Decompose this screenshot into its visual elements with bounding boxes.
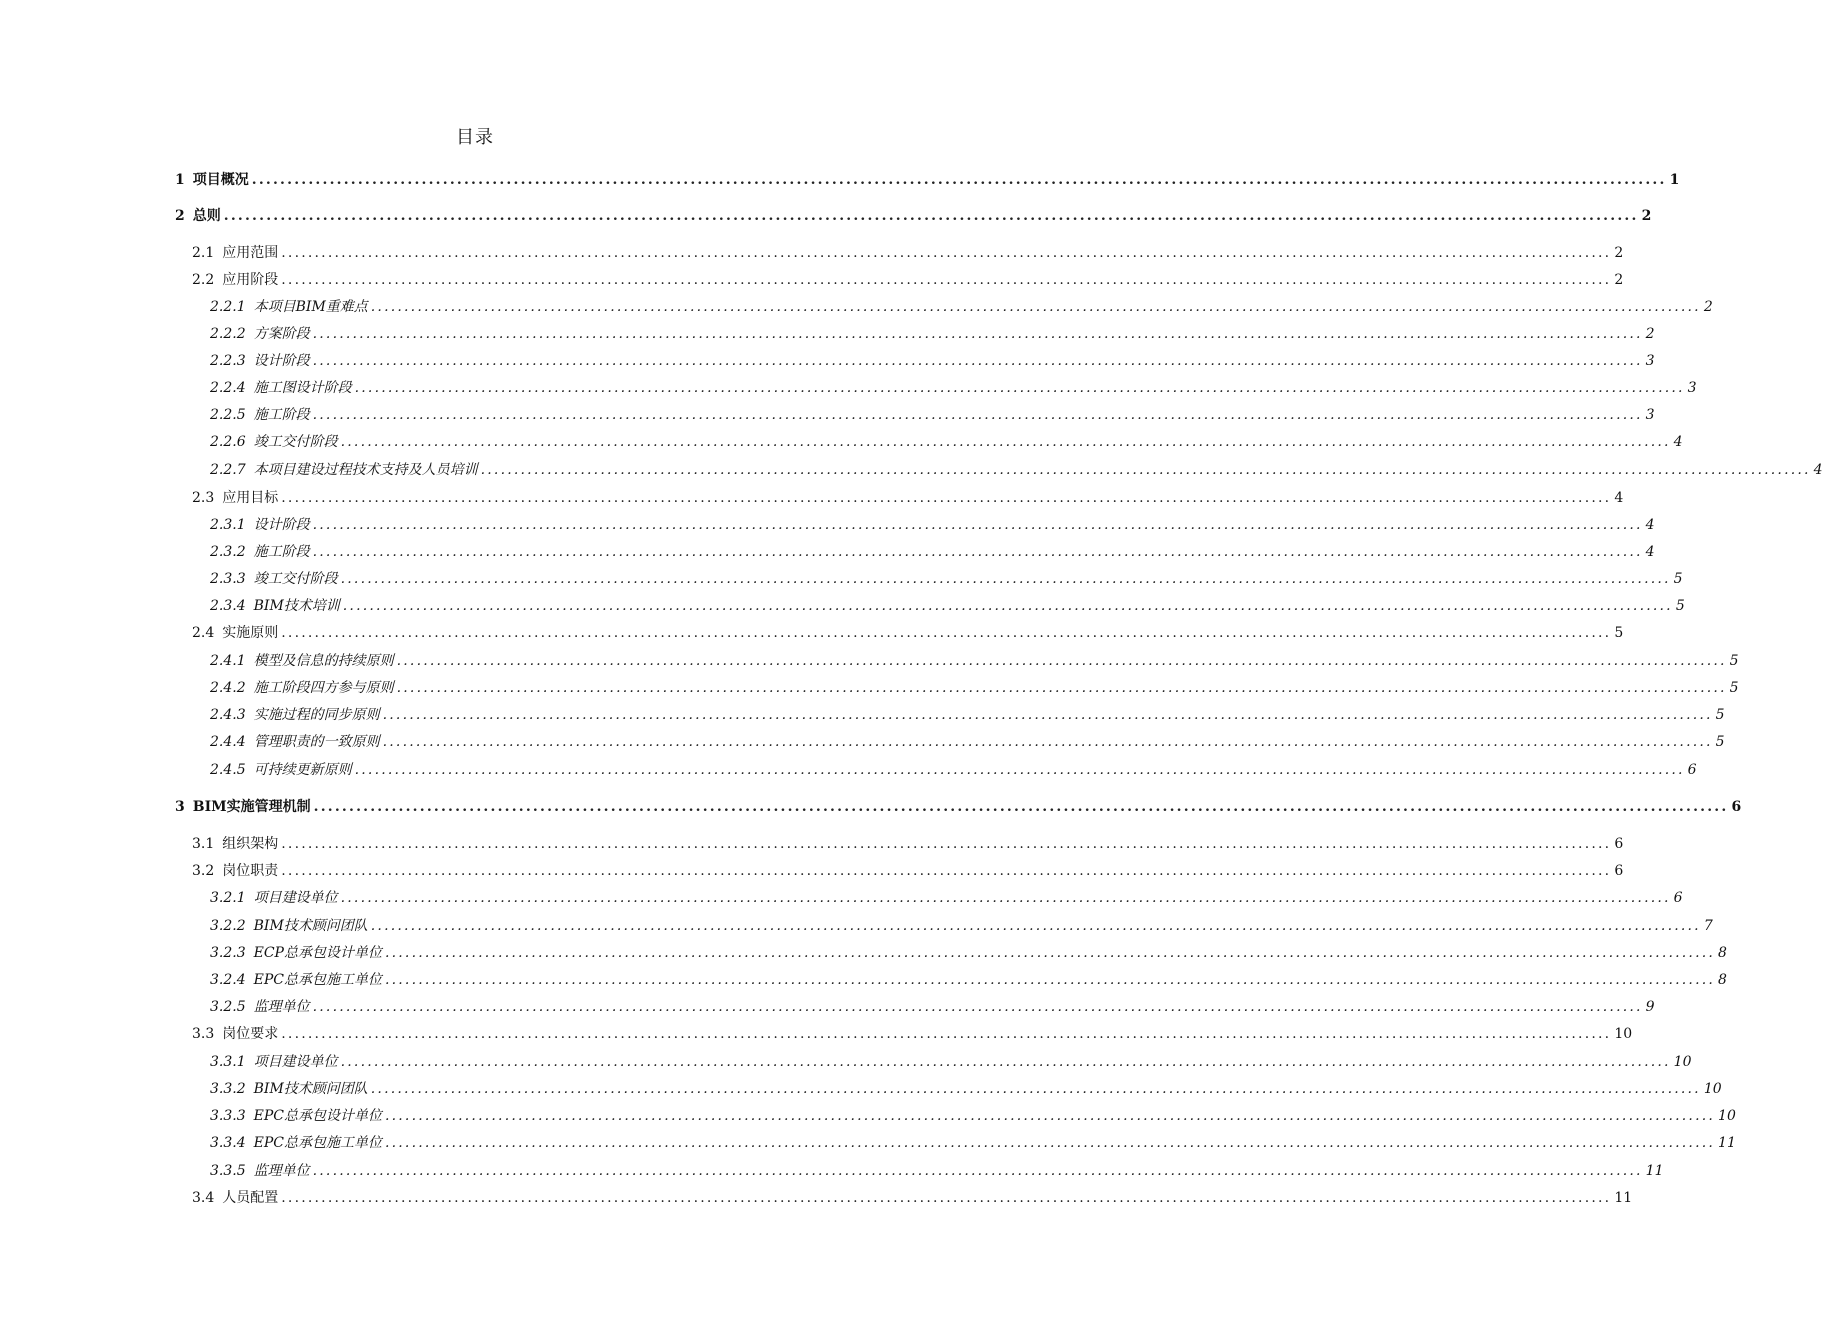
toc-entry-page: 4 <box>1673 434 1683 450</box>
toc-dot-leader: ........................................................................................................................................................................................................ <box>312 517 1643 533</box>
toc-entry-2-3-4[interactable] <box>210 596 1685 616</box>
toc-entry-2-4-2[interactable] <box>210 678 1739 698</box>
toc-entry-title: 项目建设单位 <box>253 890 338 906</box>
toc-entry-title: 竣工交付阶段 <box>253 434 338 450</box>
toc-entry-number: 3.3 <box>192 1026 215 1042</box>
toc-entry-3-2-2[interactable] <box>210 916 1713 936</box>
toc-dot-leader: ........................................................................................................................................................................................................ <box>370 918 1701 934</box>
toc-entry-number: 3.3.2 <box>210 1081 246 1097</box>
toc-entry-title: 监理单位 <box>253 999 310 1015</box>
toc-entry-3-4[interactable] <box>192 1188 1633 1208</box>
toc-entry-page: 6 <box>1673 890 1683 906</box>
toc-entry-page: 5 <box>1614 625 1624 641</box>
toc-entry-title: BIM技术培训 <box>253 598 340 614</box>
toc-entry-number: 2.2.4 <box>210 380 246 396</box>
toc-entry-number: 3.1 <box>192 836 215 852</box>
toc-entry-number: 3 <box>175 799 185 815</box>
toc-dot-leader: ........................................................................................................................................................................................................ <box>396 653 1727 669</box>
toc-entry-number: 2.4 <box>192 625 215 641</box>
toc-dot-leader: ........................................................................................................................................................................................................ <box>340 434 1671 450</box>
toc-entry-2-2-1[interactable] <box>210 297 1713 317</box>
toc-entry-3-3[interactable] <box>192 1024 1633 1044</box>
toc-entry-page: 3 <box>1687 380 1697 396</box>
toc-entry-number: 2.2.6 <box>210 434 246 450</box>
toc-entry-3-2-5[interactable] <box>210 997 1655 1017</box>
toc-entry-title: EPC总承包设计单位 <box>253 1108 382 1124</box>
toc-dot-leader: ........................................................................................................................................................................................................ <box>340 890 1671 906</box>
toc-entry-number: 2.3.2 <box>210 544 246 560</box>
toc-dot-leader: ........................................................................................................................................................................................................ <box>384 1135 1716 1151</box>
toc-entry-title: 岗位职责 <box>222 863 279 879</box>
toc-entry-number: 2.1 <box>192 245 215 261</box>
toc-dot-leader: ........................................................................................................................................................................................................ <box>384 945 1716 961</box>
toc-entry-3-2-1[interactable] <box>210 888 1683 908</box>
toc-entry-number: 2.4.5 <box>210 762 246 778</box>
toc-entry-number: 3.2 <box>192 863 215 879</box>
toc-entry-number: 3.2.3 <box>210 945 246 961</box>
toc-entry-number: 2.4.2 <box>210 680 246 696</box>
toc-entry-3[interactable] <box>175 797 1742 817</box>
toc-entry-3-3-5[interactable] <box>210 1161 1664 1181</box>
toc-dot-leader: ........................................................................................................................................................................................................ <box>384 972 1716 988</box>
toc-entry-title: 设计阶段 <box>253 517 310 533</box>
toc-dot-leader: ........................................................................................................................................................................................................ <box>312 544 1643 560</box>
toc-dot-leader: ........................................................................................................................................................................................................ <box>312 353 1643 369</box>
toc-entry-2-1[interactable] <box>192 243 1624 263</box>
toc-title: 目录 <box>456 127 494 148</box>
toc-entry-title: 模型及信息的持续原则 <box>253 653 394 669</box>
toc-dot-leader: ........................................................................................................................................................................................................ <box>312 1163 1643 1179</box>
toc-entry-page: 5 <box>1675 598 1685 614</box>
toc-dot-leader: ........................................................................................................................................................................................................ <box>340 1054 1671 1070</box>
toc-entry-number: 1 <box>175 172 185 188</box>
toc-entry-page: 1 <box>1669 172 1680 188</box>
toc-entry-title: ECP总承包设计单位 <box>253 945 382 961</box>
toc-entry-title: 竣工交付阶段 <box>253 571 338 587</box>
toc-entry-number: 2.4.1 <box>210 653 246 669</box>
toc-entry-page: 4 <box>1645 544 1655 560</box>
toc-entry-2-3[interactable] <box>192 488 1624 508</box>
toc-entry-1[interactable] <box>175 170 1680 190</box>
toc-entry-title: EPC总承包施工单位 <box>253 1135 382 1151</box>
toc-entry-number: 2.3 <box>192 490 215 506</box>
toc-entry-page: 2 <box>1645 326 1655 342</box>
toc-dot-leader: ........................................................................................................................................................................................................ <box>223 208 1639 224</box>
toc-entry-title: 施工图设计阶段 <box>253 380 352 396</box>
toc-entry-number: 2.4.3 <box>210 707 246 723</box>
toc-entry-page: 5 <box>1715 734 1725 750</box>
toc-entry-2-3-1[interactable] <box>210 515 1655 535</box>
toc-entry-3-3-3[interactable] <box>210 1106 1736 1126</box>
toc-dot-leader: ........................................................................................................................................................................................................ <box>281 1190 1612 1206</box>
toc-entry-title: 本项目建设过程技术支持及人员培训 <box>253 462 478 478</box>
toc-entry-title: 可持续更新原则 <box>253 762 352 778</box>
toc-dot-leader: ........................................................................................................................................................................................................ <box>313 799 1729 815</box>
toc-entry-page: 11 <box>1718 1135 1736 1151</box>
toc-entry-title: 人员配置 <box>222 1190 279 1206</box>
toc-dot-leader: ........................................................................................................................................................................................................ <box>281 245 1612 261</box>
toc-entry-page: 11 <box>1614 1190 1633 1206</box>
toc-entry-number: 3.2.5 <box>210 999 246 1015</box>
toc-entry-page: 10 <box>1718 1108 1736 1124</box>
toc-entry-3-2[interactable] <box>192 861 1624 881</box>
toc-entry-page: 5 <box>1673 571 1683 587</box>
toc-entry-number: 3.3.1 <box>210 1054 246 1070</box>
toc-dot-leader: ........................................................................................................................................................................................................ <box>480 462 1811 478</box>
toc-dot-leader: ........................................................................................................................................................................................................ <box>396 680 1727 696</box>
toc-entry-3-2-4[interactable] <box>210 970 1727 990</box>
toc-entry-title: 应用阶段 <box>222 272 279 288</box>
toc-entry-3-3-1[interactable] <box>210 1052 1692 1072</box>
toc-entry-page: 2 <box>1614 245 1624 261</box>
toc-entry-page: 7 <box>1703 918 1713 934</box>
toc-entry-2-2-5[interactable] <box>210 405 1655 425</box>
toc-entry-2-2-2[interactable] <box>210 324 1655 344</box>
toc-entry-title: BIM技术顾问团队 <box>253 1081 368 1097</box>
toc-entry-number: 2.3.4 <box>210 598 246 614</box>
toc-dot-leader: ........................................................................................................................................................................................................ <box>354 762 1685 778</box>
toc-dot-leader: ........................................................................................................................................................................................................ <box>312 999 1643 1015</box>
toc-entry-page: 6 <box>1614 863 1624 879</box>
toc-entry-title: 项目概况 <box>192 172 249 188</box>
toc-entry-2-4-5[interactable] <box>210 760 1697 780</box>
toc-entry-title: 管理职责的一致原则 <box>253 734 380 750</box>
toc-dot-leader: ........................................................................................................................................................................................................ <box>342 598 1673 614</box>
toc-entry-title: 组织架构 <box>222 836 279 852</box>
toc-entry-title: 设计阶段 <box>253 353 310 369</box>
toc-entry-title: EPC总承包施工单位 <box>253 972 382 988</box>
toc-entry-number: 2.4.4 <box>210 734 246 750</box>
toc-dot-leader: ........................................................................................................................................................................................................ <box>312 326 1643 342</box>
toc-dot-leader: ........................................................................................................................................................................................................ <box>281 490 1612 506</box>
toc-entry-number: 2.3.1 <box>210 517 246 533</box>
toc-entry-2[interactable] <box>175 206 1652 226</box>
toc-entry-title: 本项目BIM重难点 <box>253 299 368 315</box>
toc-entry-page: 8 <box>1718 972 1727 988</box>
toc-entry-title: 项目建设单位 <box>253 1054 338 1070</box>
toc-entry-page: 3 <box>1645 407 1655 423</box>
toc-dot-leader: ........................................................................................................................................................................................................ <box>281 1026 1612 1042</box>
toc-entry-page: 10 <box>1614 1026 1633 1042</box>
toc-dot-leader: ........................................................................................................................................................................................................ <box>370 299 1701 315</box>
toc-dot-leader: ........................................................................................................................................................................................................ <box>281 625 1612 641</box>
toc-dot-leader: ........................................................................................................................................................................................................ <box>281 836 1612 852</box>
toc-entry-3-1[interactable] <box>192 834 1624 854</box>
toc-entry-3-3-4[interactable] <box>210 1133 1736 1153</box>
toc-dot-leader: ........................................................................................................................................................................................................ <box>382 734 1713 750</box>
toc-entry-page: 6 <box>1731 799 1742 815</box>
toc-entry-page: 2 <box>1703 299 1713 315</box>
toc-dot-leader: ........................................................................................................................................................................................................ <box>281 863 1612 879</box>
toc-dot-leader: ........................................................................................................................................................................................................ <box>354 380 1685 396</box>
toc-entry-number: 3.2.4 <box>210 972 246 988</box>
toc-entry-number: 3.3.4 <box>210 1135 246 1151</box>
toc-entry-page: 8 <box>1718 945 1727 961</box>
toc-entry-page: 4 <box>1645 517 1655 533</box>
toc-entry-page: 5 <box>1729 680 1739 696</box>
toc-entry-title: 应用目标 <box>222 490 279 506</box>
toc-entry-number: 3.3.5 <box>210 1163 246 1179</box>
toc-entry-2-4-4[interactable] <box>210 732 1725 752</box>
toc-entry-2-2[interactable] <box>192 270 1624 290</box>
toc-entry-title: BIM实施管理机制 <box>192 799 311 815</box>
toc-entry-page: 10 <box>1703 1081 1722 1097</box>
toc-entry-2-4[interactable] <box>192 623 1624 643</box>
toc-entry-title: 施工阶段 <box>253 544 310 560</box>
toc-entry-number: 3.3.3 <box>210 1108 246 1124</box>
toc-entry-title: 总则 <box>192 208 221 224</box>
toc-entry-number: 3.2.2 <box>210 918 246 934</box>
toc-entry-number: 2.2.1 <box>210 299 246 315</box>
toc-entry-3-2-3[interactable] <box>210 943 1727 963</box>
toc-entry-page: 11 <box>1645 1163 1664 1179</box>
toc-entry-2-2-6[interactable] <box>210 432 1683 452</box>
toc-entry-page: 6 <box>1687 762 1697 778</box>
toc-entry-number: 3.4 <box>192 1190 215 1206</box>
toc-entry-2-2-4[interactable] <box>210 378 1697 398</box>
toc-dot-leader: ........................................................................................................................................................................................................ <box>382 707 1713 723</box>
toc-entry-title: 应用范围 <box>222 245 279 261</box>
toc-entry-title: 方案阶段 <box>253 326 310 342</box>
toc-entry-2-2-3[interactable] <box>210 351 1655 371</box>
toc-entry-title: 施工阶段四方参与原则 <box>253 680 394 696</box>
toc-entry-number: 2.2.7 <box>210 462 246 478</box>
toc-entry-title: 实施原则 <box>222 625 279 641</box>
toc-entry-page: 6 <box>1614 836 1624 852</box>
toc-entry-3-3-2[interactable] <box>210 1079 1722 1099</box>
toc-dot-leader: ........................................................................................................................................................................................................ <box>251 172 1667 188</box>
toc-entry-page: 4 <box>1813 462 1823 478</box>
toc-entry-number: 2.2.2 <box>210 326 246 342</box>
toc-dot-leader: ........................................................................................................................................................................................................ <box>281 272 1612 288</box>
toc-entry-page: 4 <box>1614 490 1624 506</box>
toc-entry-page: 5 <box>1729 653 1739 669</box>
toc-entry-title: 实施过程的同步原则 <box>253 707 380 723</box>
toc-entry-number: 2.3.3 <box>210 571 246 587</box>
toc-entry-title: 岗位要求 <box>222 1026 279 1042</box>
toc-dot-leader: ........................................................................................................................................................................................................ <box>370 1081 1701 1097</box>
toc-entry-number: 3.2.1 <box>210 890 246 906</box>
toc-entry-title: 监理单位 <box>253 1163 310 1179</box>
toc-entry-2-4-3[interactable] <box>210 705 1725 725</box>
toc-entry-2-2-7[interactable] <box>210 460 1823 480</box>
toc-entry-number: 2.2.5 <box>210 407 246 423</box>
toc-entry-title: BIM技术顾问团队 <box>253 918 368 934</box>
toc-entry-page: 2 <box>1614 272 1624 288</box>
toc-entry-number: 2.2 <box>192 272 215 288</box>
toc-dot-leader: ........................................................................................................................................................................................................ <box>312 407 1643 423</box>
toc-entry-page: 10 <box>1673 1054 1692 1070</box>
toc-entry-2-3-2[interactable] <box>210 542 1655 562</box>
toc-entry-2-4-1[interactable] <box>210 651 1739 671</box>
toc-entry-number: 2.2.3 <box>210 353 246 369</box>
toc-entry-page: 9 <box>1645 999 1655 1015</box>
toc-entry-number: 2 <box>175 208 185 224</box>
toc-dot-leader: ........................................................................................................................................................................................................ <box>384 1108 1716 1124</box>
toc-entry-page: 5 <box>1715 707 1725 723</box>
toc-entry-2-3-3[interactable] <box>210 569 1683 589</box>
toc-entry-page: 3 <box>1645 353 1655 369</box>
toc-entry-page: 2 <box>1641 208 1652 224</box>
toc-entry-title: 施工阶段 <box>253 407 310 423</box>
toc-dot-leader: ........................................................................................................................................................................................................ <box>340 571 1671 587</box>
